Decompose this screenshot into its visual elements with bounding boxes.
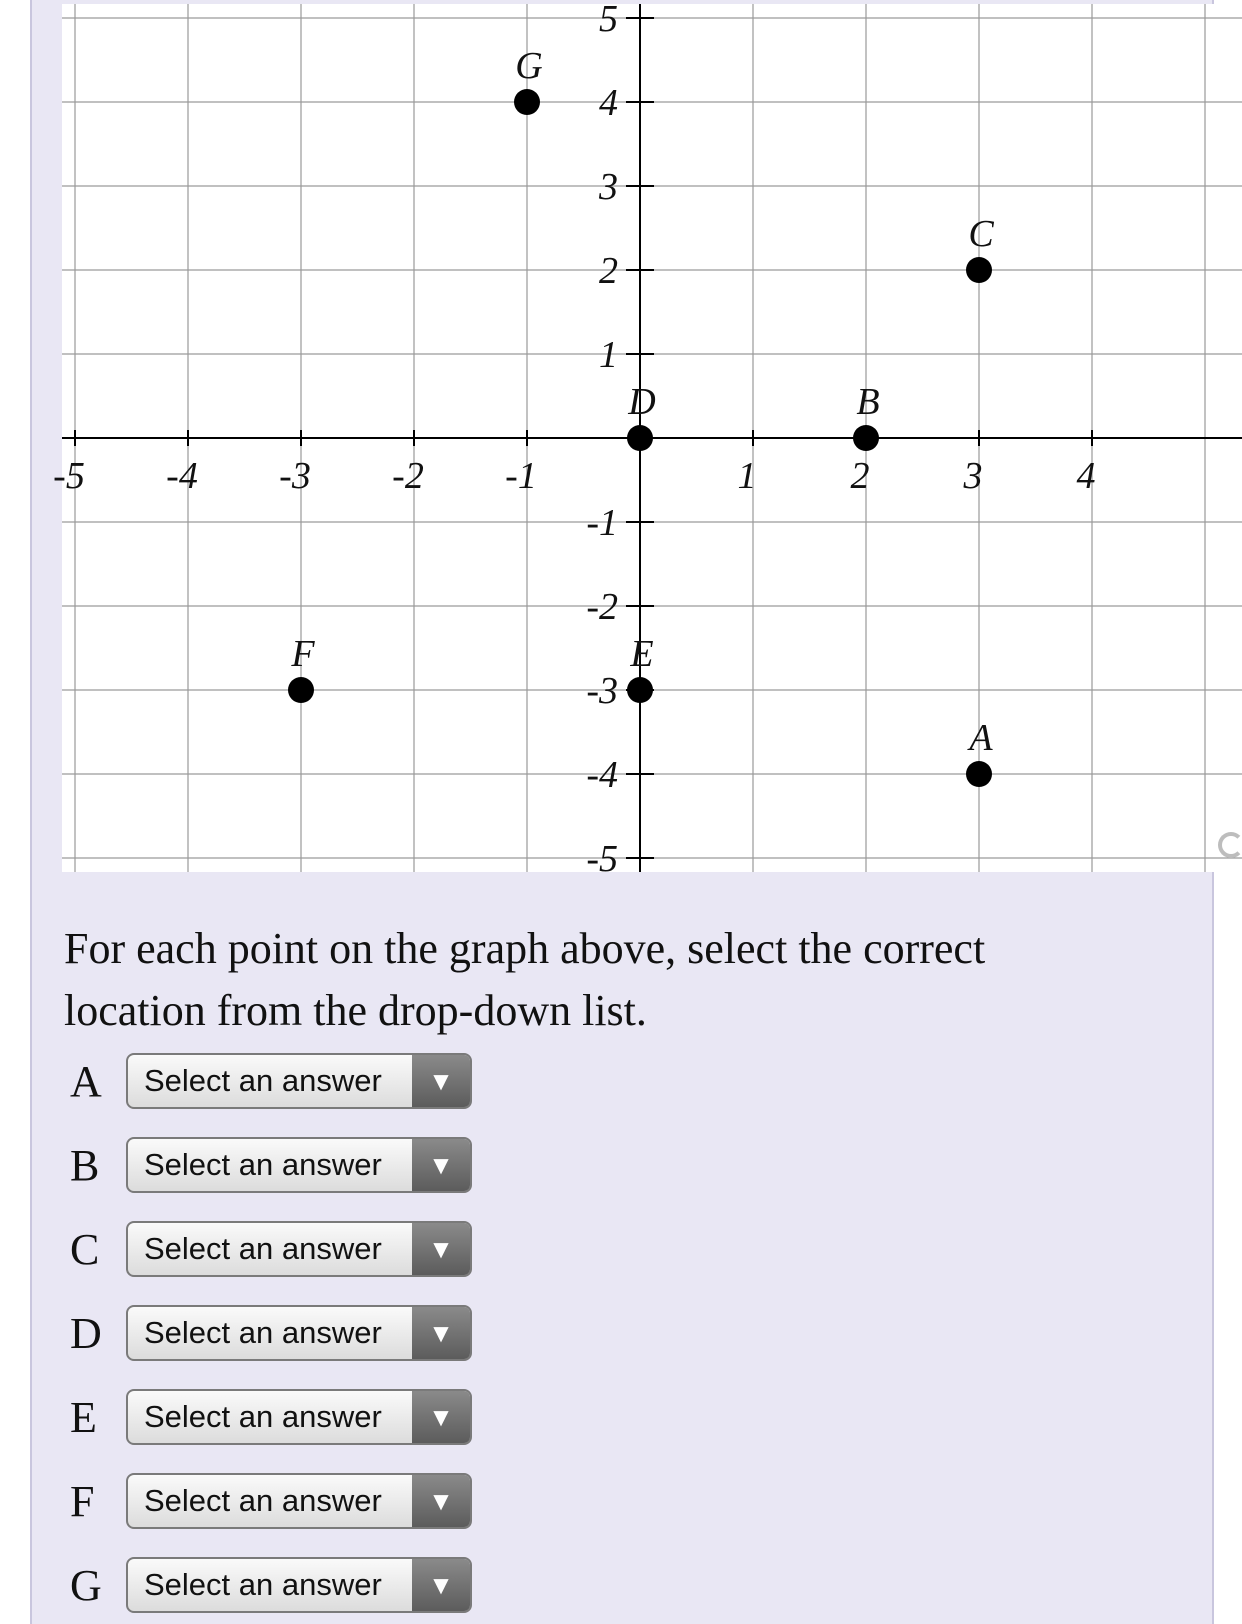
y-tick-label: 5 [599, 0, 618, 40]
answer-row-f [70, 1472, 472, 1530]
x-tick-label: -1 [505, 455, 537, 497]
y-tick-label: 4 [599, 82, 618, 124]
point-label-f: F [291, 633, 315, 675]
point-label-b: B [856, 381, 880, 423]
answer-row-c [70, 1220, 472, 1278]
triangle-down-icon: ▼ [412, 1307, 470, 1359]
answer-select-g[interactable] [126, 1557, 472, 1613]
y-tick-label: -3 [586, 670, 618, 712]
x-tick-label: 1 [737, 455, 757, 497]
partial-circle-icon [1218, 832, 1242, 858]
y-tick-label: -2 [586, 586, 618, 628]
point-letter: C [70, 1224, 100, 1274]
point-f [288, 677, 314, 703]
x-tick-label: 2 [850, 455, 870, 497]
answer-select-b[interactable] [126, 1137, 472, 1193]
triangle-down-icon: ▼ [412, 1475, 470, 1527]
select-value: Select an answer [144, 1399, 382, 1434]
point-label-c: C [968, 213, 994, 255]
answer-row-g [70, 1556, 472, 1614]
triangle-down-icon: ▼ [412, 1559, 470, 1611]
point-letter: F [70, 1476, 95, 1526]
point-letter: A [70, 1056, 102, 1106]
answer-row-a [70, 1052, 472, 1110]
point-c [966, 257, 992, 283]
x-tick-label: -3 [279, 455, 311, 497]
x-tick-label: -2 [392, 455, 424, 497]
answer-select-f[interactable] [126, 1473, 472, 1529]
y-tick-label: -1 [586, 502, 618, 544]
select-value: Select an answer [144, 1315, 382, 1350]
answer-select-a[interactable] [126, 1053, 472, 1109]
point-label-d: D [628, 381, 656, 423]
point-b [853, 425, 879, 451]
point-letter: D [70, 1308, 102, 1358]
y-tick-label: 3 [599, 166, 618, 208]
y-tick-label: 2 [599, 250, 618, 292]
triangle-down-icon: ▼ [412, 1223, 470, 1275]
point-d [627, 425, 653, 451]
triangle-down-icon: ▼ [412, 1055, 470, 1107]
x-tick-label: -5 [53, 455, 85, 497]
x-tick-label: -4 [166, 455, 198, 497]
point-e [627, 677, 653, 703]
point-g [514, 89, 540, 115]
y-tick-label: 1 [599, 334, 618, 376]
select-value: Select an answer [144, 1231, 382, 1266]
select-value: Select an answer [144, 1147, 382, 1182]
question-prompt: For each point on the graph above, select the correct location from the drop-down list. [64, 924, 986, 1035]
point-label-e: E [630, 633, 654, 675]
triangle-down-icon: ▼ [412, 1391, 470, 1443]
triangle-down-icon: ▼ [412, 1139, 470, 1191]
point-label-g: G [515, 45, 543, 87]
select-value: Select an answer [144, 1063, 382, 1098]
select-value: Select an answer [144, 1567, 382, 1602]
point-letter: E [70, 1392, 97, 1442]
answer-select-e[interactable] [126, 1389, 472, 1445]
x-tick-label: 3 [963, 455, 983, 497]
answer-row-b [70, 1136, 472, 1194]
answer-select-c[interactable] [126, 1221, 472, 1277]
y-tick-label: -4 [586, 754, 618, 796]
x-tick-label: 4 [1076, 455, 1096, 497]
answer-select-d[interactable] [126, 1305, 472, 1361]
point-label-a: A [969, 717, 993, 759]
answer-row-e [70, 1388, 472, 1446]
point-a [966, 761, 992, 787]
select-value: Select an answer [144, 1483, 382, 1518]
y-tick-label: -5 [586, 838, 618, 880]
point-letter: B [70, 1140, 100, 1190]
point-letter: G [70, 1560, 102, 1610]
answer-row-d [70, 1304, 472, 1362]
